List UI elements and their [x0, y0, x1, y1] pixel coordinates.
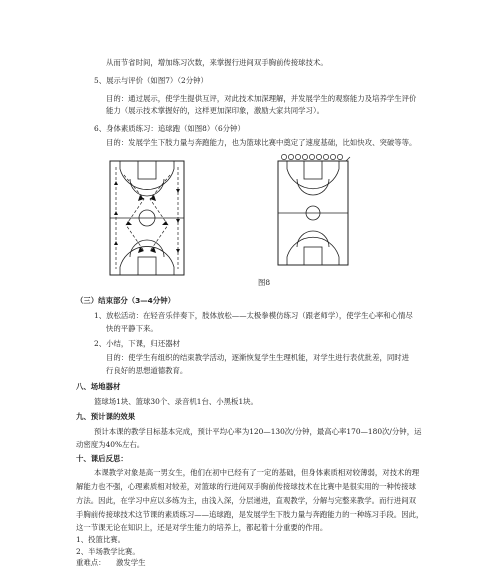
figure-8-caption: 图8: [258, 278, 271, 287]
item-5-heading: 5、展示与评价（如图7）（2分钟）: [94, 76, 208, 85]
section-3-item: 快的平静下来。: [106, 324, 158, 333]
item-6-heading: 6、身体素质练习：追球跑（如图8）（6分钟）: [94, 124, 245, 133]
section-10-text: 本课教学对象是高一男女生，他们在初中已经有了一定的基础，但身体素质相对较薄弱，对技术的理: [94, 468, 420, 477]
court-diagram-left: [104, 155, 190, 281]
section-10-text: 这一节课无论在知识上，还是对学生能力的培养上，都起着十分重要的作用。: [76, 523, 328, 532]
item-5-purpose: 目的：通过展示，使学生提供互评，对此技术加深理解，并发展学生的观察能力及培养学生评价: [106, 94, 417, 103]
section-10-text: 手胸前传接球技术这节课的素质练习——追球跑，是发展学生下肢力量与奔跑能力的一种练习手段。因此，: [76, 510, 424, 519]
section-8-heading: 八、场地器材: [76, 382, 121, 391]
section-10-heading: 十、课后反思：: [76, 454, 128, 463]
section-9-text: 动密度为40%左右。: [76, 440, 145, 449]
footer-text: 激发学生: [116, 558, 146, 567]
section-10-text: 方法。因此，在学习中应以多练为主，由浅入深，分层递进，直观教学，分解与完整来教学。而行进间双: [76, 496, 416, 505]
section-3-item: 2、小结，下课，归还器材: [94, 339, 181, 348]
list-item: 1、投篮比赛。: [76, 535, 126, 544]
list-item: 2、半场教学比赛。: [76, 547, 140, 556]
court-diagram-right: [274, 153, 354, 271]
section-3-item: 目的：使学生有组织的结束教学活动，逐渐恢复学生生理机能，对学生进行表优批差，同时进: [106, 353, 410, 362]
section-3-item: 1、放松活动：在轻音乐伴奏下，肢体放松——太极拳模仿练习（跟老师学），使学生心率和心情尽: [94, 311, 413, 320]
item-5-purpose-cont: 能力（展示技术掌握好的，这样更加深印象，激励大家共同学习）。: [106, 106, 325, 115]
section-9-text: 预计本课的教学目标基本完成，预计平均心率为120—130次/分钟，最高心率170—180次/分钟，运: [94, 427, 422, 436]
section-3-item: 行良好的思想道德教育。: [106, 366, 188, 375]
section-9-heading: 九、预计课的效果: [76, 412, 136, 421]
section-10-text: 解能力也不强，心理素质相对较差，对篮球的行进间双手胸前传接球技术在比赛中是很实用的一种传接球: [76, 482, 416, 491]
section-3-heading: （三）结束部分（3—4分钟）: [76, 296, 175, 305]
section-8-text: 篮球场1块、篮球30个、录音机1台、小黑板1块。: [94, 397, 258, 406]
footer-label: 重难点：: [76, 558, 106, 567]
text-line: 从而节省时间，增加练习次数，来掌握行进间双手胸前传接球技术。: [106, 58, 328, 67]
item-6-purpose: 目的：发展学生下肢力量与奔跑能力，也为篮球比赛中奠定了速度基础，比如快攻、突破等等。: [106, 138, 417, 147]
